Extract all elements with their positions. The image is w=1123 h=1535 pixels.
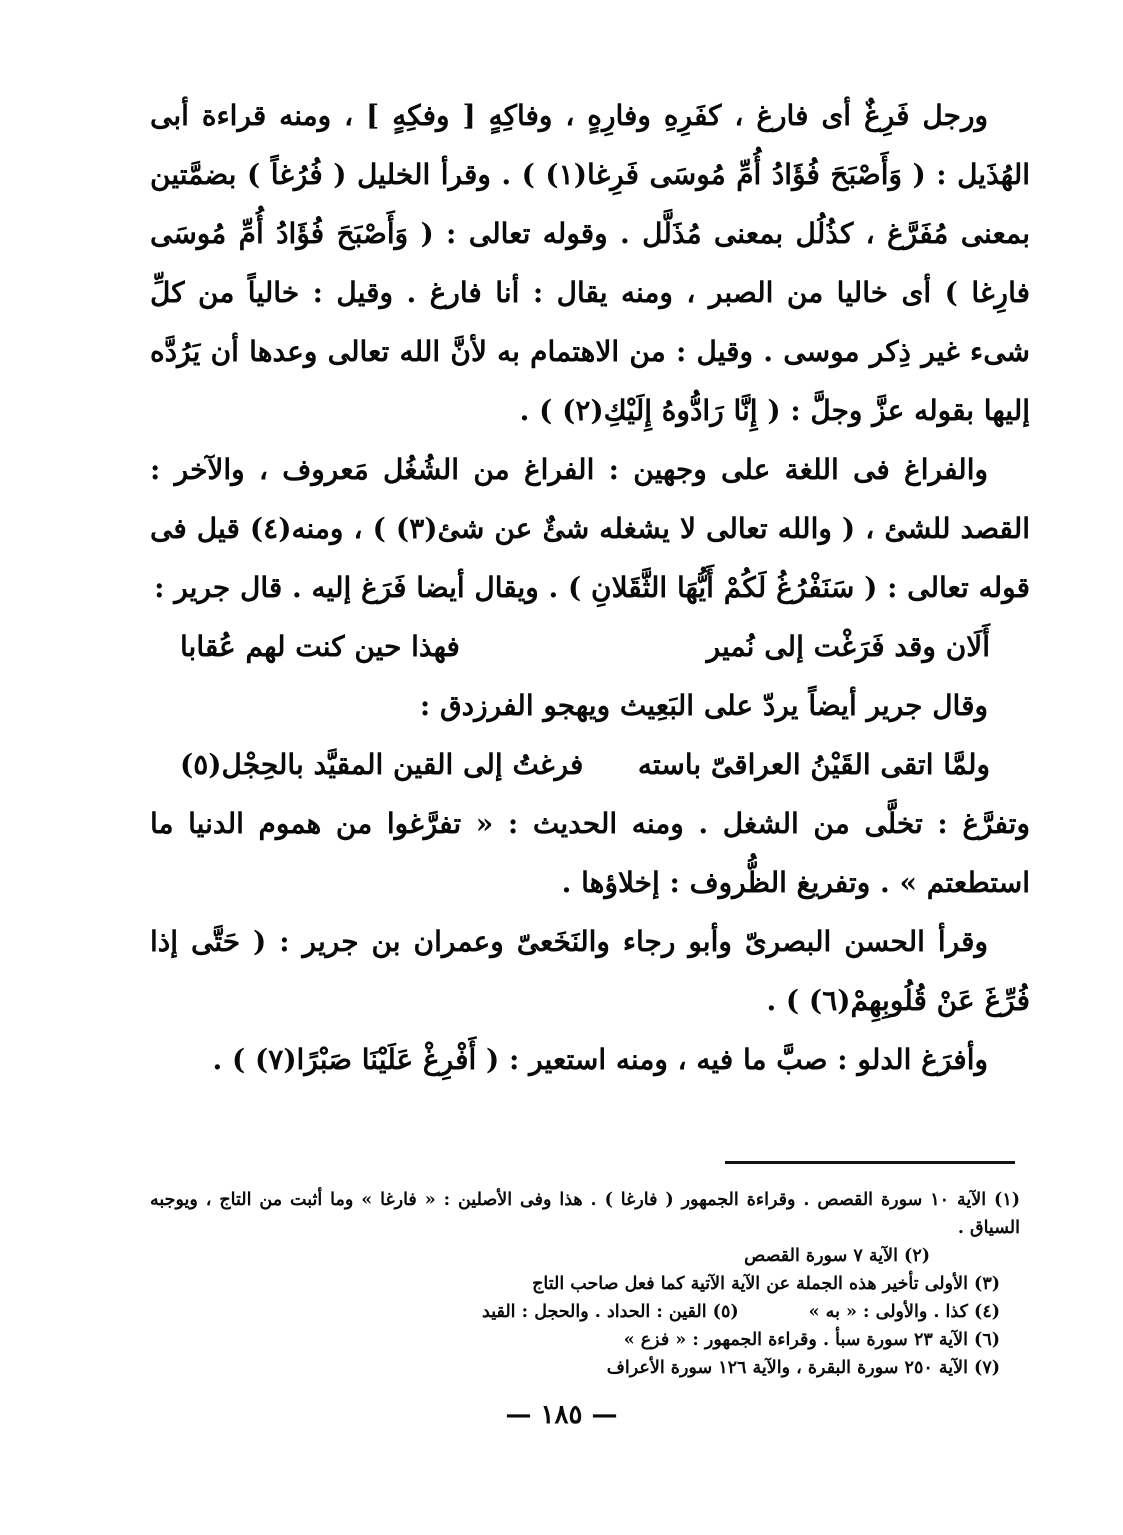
paragraph-3: وتفرَّغ : تخلَّى من الشغل . ومنه الحديث : « تفرَّغوا من هموم الدنيا ما استطعتم » . وتفريغ الظُّروف : إخلاؤها . bbox=[150, 807, 1030, 899]
footnote-3: (٣) الأولى تأخير هذه الجملة عن الآية الآتية كما فعل صاحب التاج bbox=[532, 1274, 1000, 1294]
footnote-4-5-row bbox=[150, 1298, 1020, 1326]
verse-1-second-hemistich: فهذا حين كنت لهم عُقابا bbox=[180, 630, 460, 663]
footnote-5: (٥) القين : الحداد . والحجل : القيد bbox=[482, 1302, 739, 1322]
footnote-7: (٧) الآية ٢٥٠ سورة البقرة ، والآية ١٢٦ سورة الأعراف bbox=[606, 1358, 1000, 1378]
footnote-separator bbox=[725, 1161, 1015, 1164]
verse-2-first-hemistich: ولمَّا اتقى القَيْنُ العراقىّ باسته bbox=[637, 748, 990, 781]
paragraph-5: وأفرَغ الدلو : صبَّ ما فيه ، ومنه استعير : ( أَفْرِغْ عَلَيْنَا صَبْرًا(٧) ) . bbox=[212, 1043, 988, 1076]
paragraph-2: والفراغ فى اللغة على وجهين : الفراغ من الشُغُل مَعروف ، والآخر : القصد للشئ ، ( والله تعالى لا يشغله شئٌ عن شئ(٣) ) ، ومنه(٤) قيل فى قوله تعالى : ( سَنَفْرُغُ لَكُمْ أَيُّهَا الثَّقَلانِ ) . ويقال أيضا فَرَغ إليه . قال جرير : bbox=[150, 453, 1030, 604]
paragraph-1: ورجل فَرِغٌ أى فارغ ، كفَرِهِ وفارِهٍ ، وفاكِهٍ [ وفكِهٍ ] ، ومنه قراءة أبى الهُذَيل : ( وَأَصْبَحَ فُؤَادُ أُمِّ مُوسَى فَرِغا(١) ) . وقرأ الخليل ( فُرُغاً ) بضمَّتين بمعنى مُفَرَّغ ، كذُلُل بمعنى مُذَلَّل . وقوله تعالى : ( وَأَصْبَحَ فُؤَادُ أُمِّ مُوسَى فارِغا ) أى خاليا من الصبر ، ومنه يقال : أنا فارغ . وقيل : خالياً من كلِّ شىء غير ذِكر موسى . وقيل : من الاهتمام به لأنَّ الله تعالى وعدها أن يَرُدَّه إليها بقوله عزَّ وجلَّ : ( إِنَّا رَادُّوهُ إِلَيْكِ(٢) ) . bbox=[150, 99, 1031, 427]
page-number: — ١٨٥ — bbox=[505, 1400, 618, 1430]
footnotes bbox=[150, 1186, 1020, 1382]
footnote-4: (٤) كذا . والأولى : « به » bbox=[808, 1302, 1000, 1322]
footnote-2: (٢) الآية ٧ سورة القصص bbox=[744, 1246, 930, 1266]
footnote-2-row bbox=[150, 1242, 1020, 1270]
paragraph-4: وقرأ الحسن البصرىّ وأبو رجاء والنَخَعىّ وعمران بن جرير : ( حَتَّى إذا فُرِّغَ عَنْ قُلُوبِهِمْ(٦) ) . bbox=[150, 925, 1030, 1017]
verse-1 bbox=[150, 617, 1030, 676]
verse-2-second-hemistich: فرغتُ إلى القين المقيَّد بالحِجْل(٥) bbox=[180, 748, 584, 781]
footnote-1: (١) الآية ١٠ سورة القصص . وقراءة الجمهور ( فارغا ) . هذا وفى الأصلين : « فارغا » وما أثبت من التاج ، ويوجبه السياق . bbox=[150, 1190, 1020, 1238]
verse-1-first-hemistich: أَلَان وقد فَرَغْت إلى نُمير bbox=[706, 630, 990, 663]
verse-2 bbox=[150, 735, 1030, 794]
verse-2-intro: وقال جرير أيضاً يردّ على البَعِيث ويهجو الفرزدق : bbox=[419, 689, 988, 722]
main-text bbox=[150, 86, 1030, 1089]
footnote-6: (٦) الآية ٢٣ سورة سبأ . وقراءة الجمهور : « فزع » bbox=[623, 1330, 1000, 1350]
